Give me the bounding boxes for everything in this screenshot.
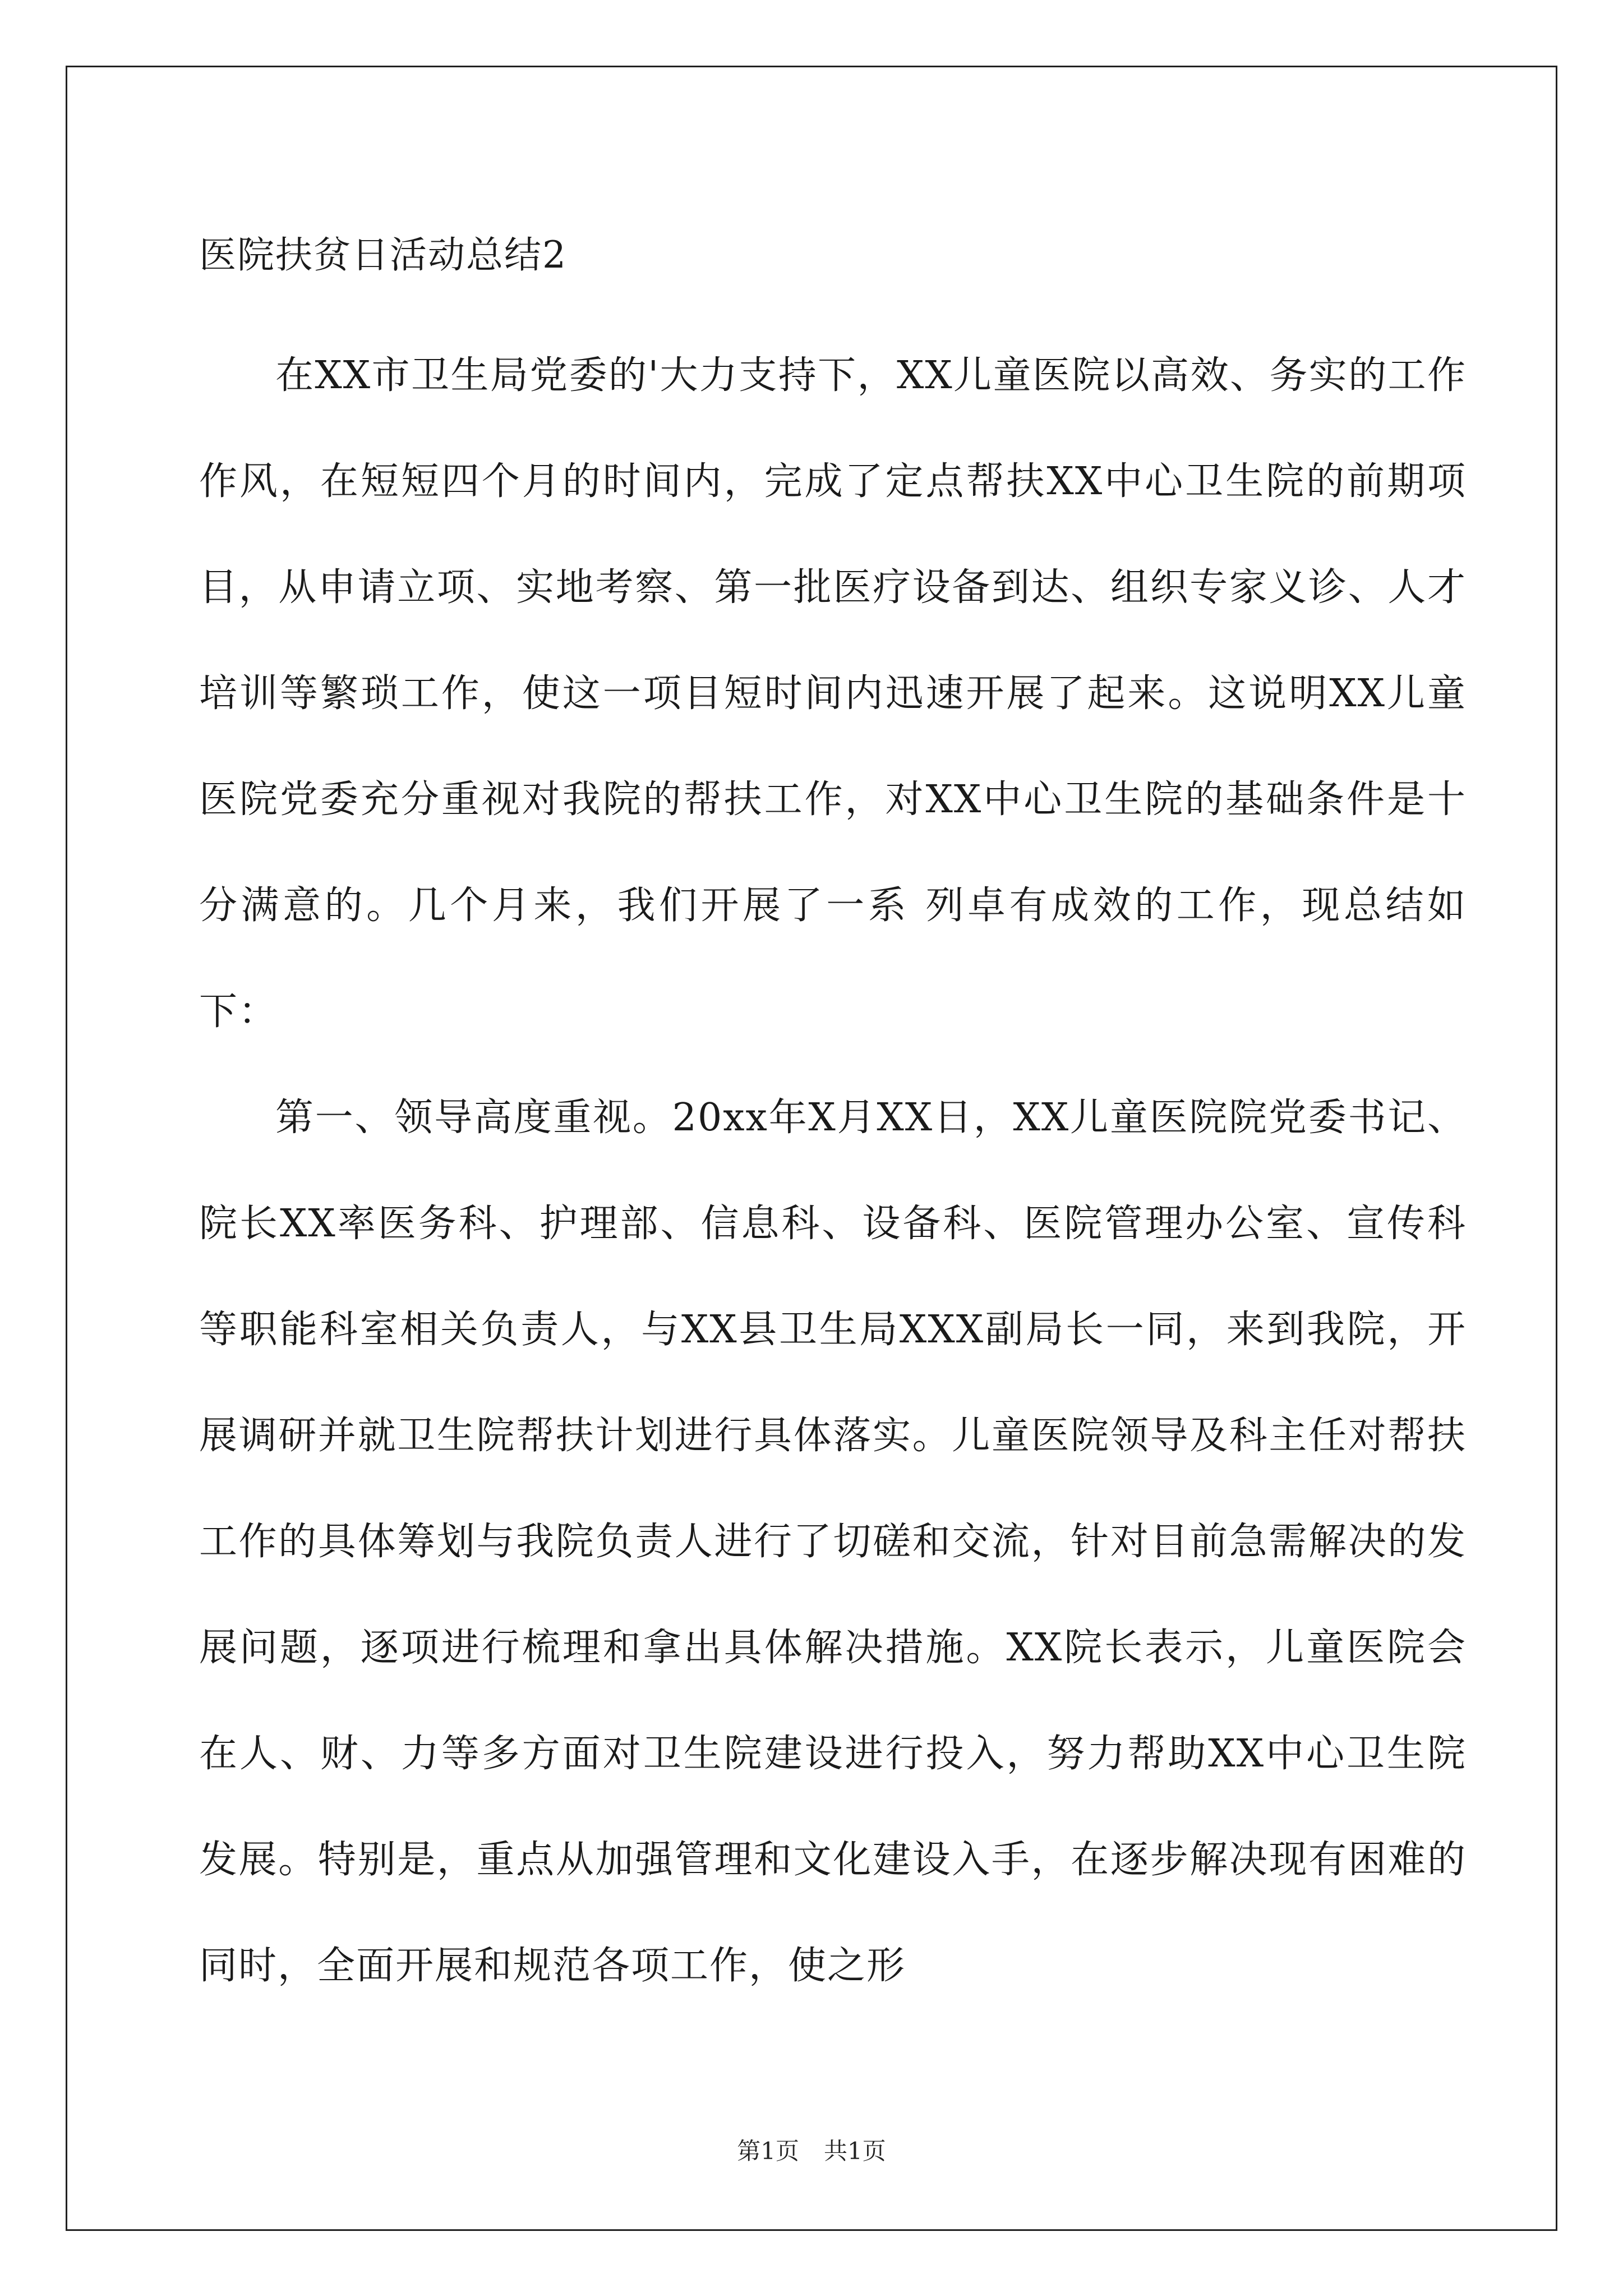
- document-body: [199, 323, 1467, 2019]
- total-pages: 共1页: [824, 2137, 886, 2165]
- page-footer: [0, 2134, 1623, 2168]
- document-title: 医院扶贫日活动总结2: [199, 233, 567, 277]
- paragraph-1: 在XX市卫生局党委的'大力支持下，XX儿童医院以高效、务实的工作作风，在短短四个月的时间内，完成了定点帮扶XX中心卫生院的前期项目，从申请立项、实地考察、第一批医疗设备到达、组织专家义诊、人才培训等繁琐工作，使这一项目短时间内迅速开展了起来。这说明XX儿童医院党委充分重视对我院的帮扶工作，对XX中心卫生院的基础条件是十分满意的。几个月来，我们开展了一系 列卓有成效的工作，现总结如下：: [199, 353, 1467, 1034]
- paragraph-2: 第一、领导高度重视。20xx年X月XX日，XX儿童医院院党委书记、院长XX率医务科、护理部、信息科、设备科、医院管理办公室、宣传科等职能科室相关负责人，与XX县卫生局XXX副局长一同，来到我院，开展调研并就卫生院帮扶计划进行具体落实。儿童医院领导及科主任对帮扶工作的具体筹划与我院负责人进行了切磋和交流，针对目前急需解决的发展问题，逐项进行梳理和拿出具体解决措施。XX院长表示，儿童医院会在人、财、力等多方面对卫生院建设进行投入，努力帮助XX中心卫生院发展。特别是，重点从加强管理和文化建设入手，在逐步解决现有困难的同时，全面开展和规范各项工作，使之形: [199, 1096, 1467, 1988]
- page-number: 第1页: [737, 2137, 799, 2165]
